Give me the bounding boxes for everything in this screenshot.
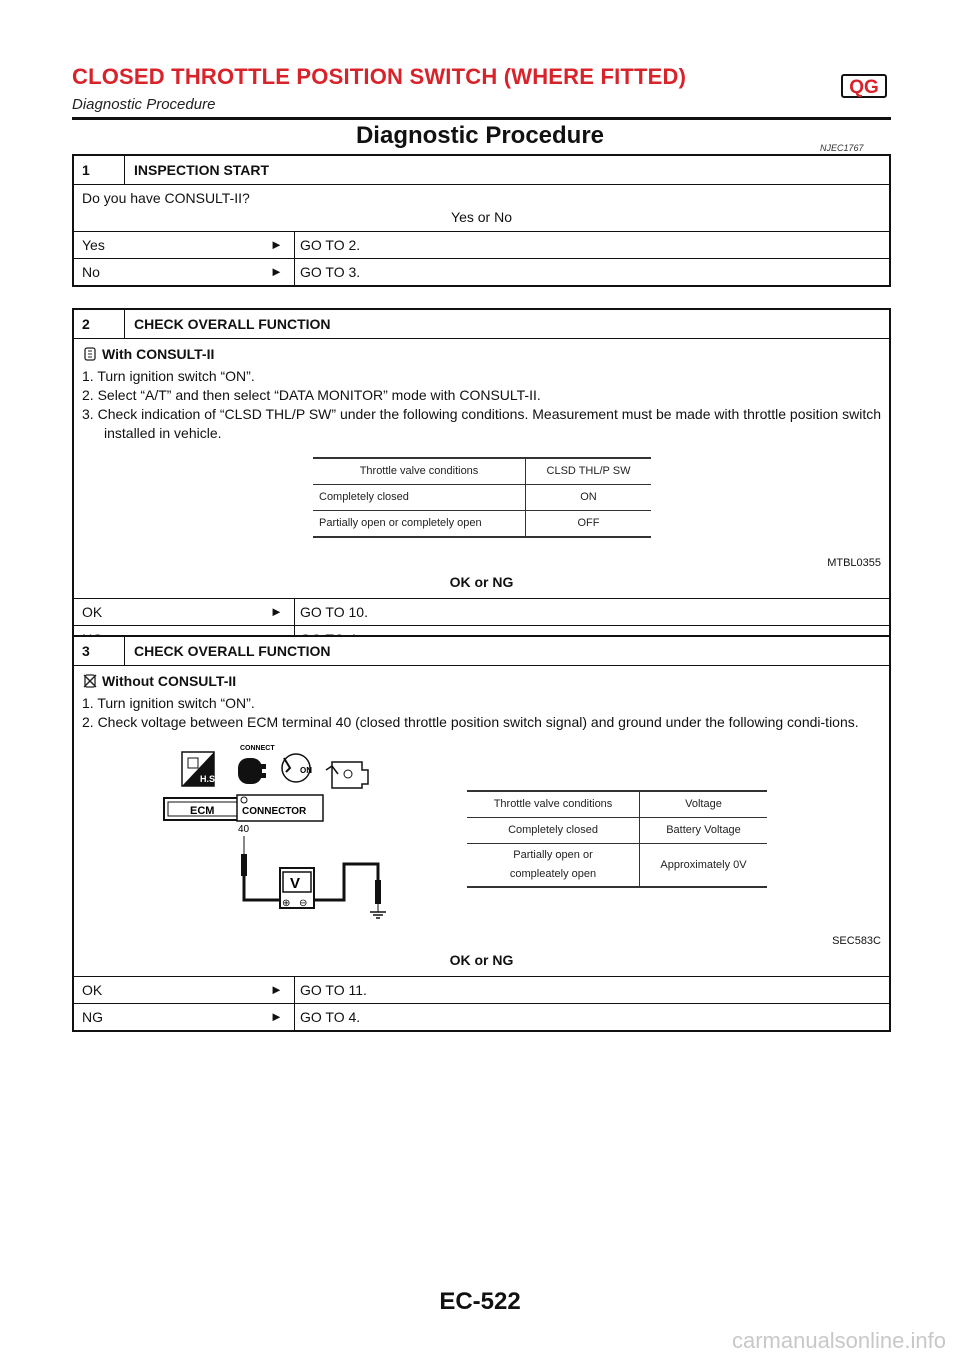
- page-header-title: CLOSED THROTTLE POSITION SWITCH (WHERE FITTED): [72, 64, 687, 89]
- ecm-label: ECM: [190, 805, 215, 817]
- table-header: Voltage: [640, 791, 768, 818]
- page-number: EC-522: [439, 1288, 521, 1315]
- arrow-icon: ►: [270, 982, 283, 997]
- table-cell: ON: [526, 485, 652, 511]
- answer-label: NG: [82, 1009, 103, 1025]
- answer-label: No: [82, 264, 100, 280]
- section-title: Diagnostic Procedure: [355, 122, 605, 149]
- wiring-figure: [82, 740, 881, 930]
- connect-label: CONNECT: [240, 745, 275, 752]
- hs-label: H.S.: [200, 774, 218, 784]
- table-cell: Partially open or compleately open: [467, 844, 640, 888]
- table-header: Throttle valve conditions: [467, 791, 640, 818]
- voltage-check-diagram: [154, 740, 454, 930]
- step-title: CHECK OVERALL FUNCTION: [134, 643, 331, 659]
- ecm-connector-block: [164, 795, 323, 821]
- step-title: CHECK OVERALL FUNCTION: [134, 316, 331, 332]
- divider: [294, 259, 295, 285]
- goto-link[interactable]: GO TO 4.: [300, 1009, 361, 1025]
- answer-row: [74, 977, 889, 1004]
- divider: [124, 156, 125, 184]
- divider: [294, 232, 295, 258]
- goto-link[interactable]: GO TO 3.: [300, 264, 361, 280]
- choice-label: OK or NG: [449, 574, 514, 590]
- meter-label: V: [290, 875, 301, 892]
- step-3-content: [74, 666, 889, 977]
- step-2-box: [72, 308, 891, 654]
- instruction-step: 2. Select “A/T” and then select “DATA MONITOR” mode with CONSULT-II.: [82, 387, 541, 403]
- step-question: Do you have CONSULT-II?: [82, 190, 250, 206]
- plus-terminal: ⊕: [282, 898, 291, 909]
- table-header: Throttle valve conditions: [313, 458, 526, 485]
- engine-badge: QG: [841, 74, 887, 98]
- consult-tool-icon: [82, 346, 98, 367]
- on-label: ON: [300, 766, 312, 775]
- table-cell: Completely closed: [313, 485, 526, 511]
- step-1-content: [74, 185, 889, 232]
- minus-terminal: ⊖: [299, 898, 308, 909]
- instruction-step: 1. Turn ignition switch “ON”.: [82, 695, 255, 711]
- watermark[interactable]: carmanualsonline.info: [731, 1328, 946, 1353]
- answer-row: [74, 1004, 889, 1030]
- hs-icon: [182, 752, 218, 786]
- table-cell: Completely closed: [467, 818, 640, 844]
- figure-id: SEC583C: [832, 935, 881, 947]
- section-id: NJEC1767: [820, 143, 864, 153]
- divider: [294, 1004, 295, 1030]
- choice-label: OK or NG: [449, 952, 514, 968]
- step-title: INSPECTION START: [134, 162, 270, 178]
- mode-label: Without CONSULT-II: [102, 673, 237, 689]
- table-header: CLSD THL/P SW: [526, 458, 652, 485]
- mode-label: With CONSULT-II: [102, 346, 215, 362]
- table-cell: OFF: [526, 511, 652, 538]
- divider: [294, 977, 295, 1003]
- goto-link[interactable]: GO TO 2.: [300, 237, 361, 253]
- step-number: 3: [82, 643, 90, 659]
- step-3-box: [72, 635, 891, 1032]
- table-cell: Approximately 0V: [640, 844, 768, 888]
- arrow-icon: ►: [270, 604, 283, 619]
- answer-row: [74, 599, 889, 626]
- terminal-number: 40: [238, 824, 250, 835]
- goto-link[interactable]: GO TO 11.: [300, 982, 367, 998]
- answer-row: [74, 259, 889, 285]
- figure-id: MTBL0355: [827, 557, 881, 569]
- connector-label: CONNECTOR: [242, 806, 307, 817]
- step-number: 2: [82, 316, 90, 332]
- condition-table: [313, 457, 651, 538]
- step-number: 1: [82, 162, 90, 178]
- answer-label: OK: [82, 982, 103, 998]
- divider: [124, 310, 125, 338]
- table-cell: Battery Voltage: [640, 818, 768, 844]
- header-rule: [72, 117, 891, 120]
- step-2-content: [74, 339, 889, 599]
- arrow-icon: ►: [270, 237, 283, 252]
- answer-row: [74, 232, 889, 259]
- arrow-icon: ►: [270, 264, 283, 279]
- step-3-header: [74, 637, 889, 666]
- voltage-table: [467, 790, 767, 888]
- connect-icon: [238, 745, 275, 784]
- instruction-step: 1. Turn ignition switch “ON”.: [82, 368, 255, 384]
- instruction-step: 2. Check voltage between ECM terminal 40 (closed throttle position switch signal) and ground under the following condi-tions.: [82, 714, 859, 730]
- divider: [294, 599, 295, 625]
- choice-label: Yes or No: [451, 209, 512, 225]
- goto-link[interactable]: GO TO 10.: [300, 604, 368, 620]
- arrow-icon: ►: [270, 1009, 283, 1024]
- step-1-box: [72, 154, 891, 287]
- step-1-header: [74, 156, 889, 185]
- page-header-subtitle: Diagnostic Procedure: [72, 96, 216, 113]
- answer-label: Yes: [82, 237, 105, 253]
- step-2-header: [74, 310, 889, 339]
- no-consult-tool-icon: [82, 673, 98, 694]
- engine-icon: [326, 762, 368, 788]
- instruction-step: 3. Check indication of “CLSD THL/P SW” under the following conditions. Measurement must be made with throttle position switch installed in vehicle.: [82, 406, 881, 441]
- ignition-icon: [282, 754, 312, 782]
- table-cell: Partially open or completely open: [313, 511, 526, 538]
- answer-label: OK: [82, 604, 103, 620]
- divider: [124, 637, 125, 665]
